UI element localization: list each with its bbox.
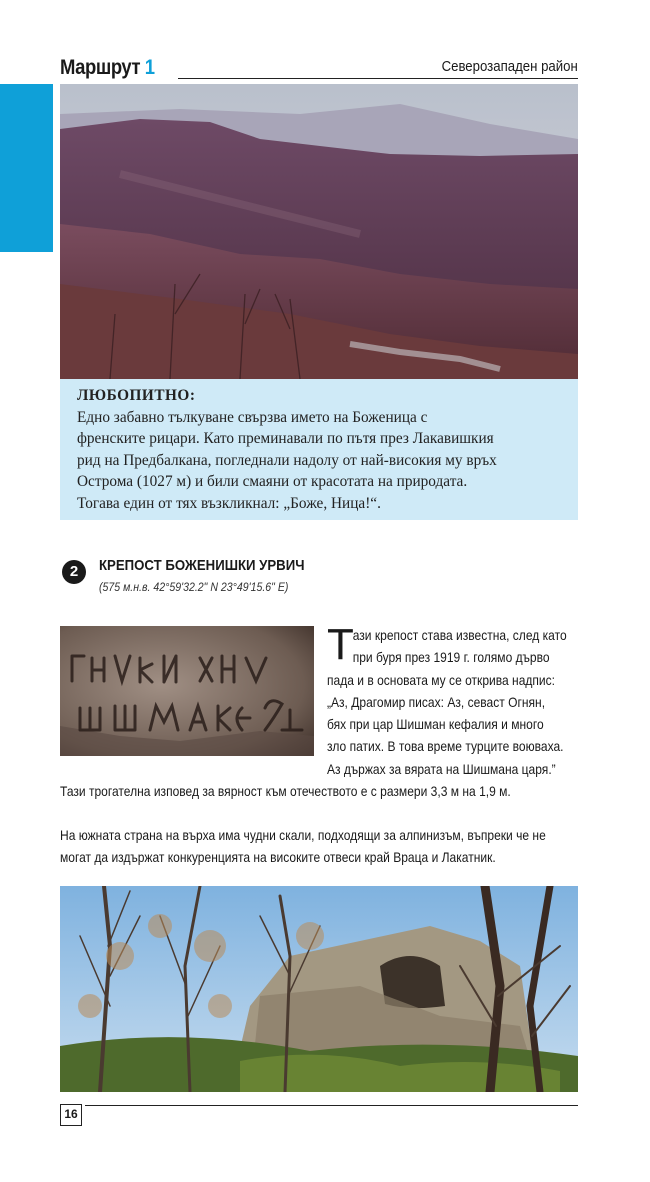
info-box-line: френските рицари. Като преминавали по пътя през Лакавишкия [77,430,494,447]
header-rule [178,78,578,79]
info-box-line: рид на Предбалкана, погледнали надолу от най-високия му връх [77,451,497,469]
section-number-badge: 2 [62,560,86,584]
body-text-full-line [60,780,580,802]
stone-inscription-photo [60,626,314,756]
route-title [60,56,155,80]
info-box-line: Тогава един от тях възкликнал: „Боже, Ница!“. [77,494,381,512]
body-text-wrapped [327,620,579,780]
footer-rule [85,1105,578,1106]
info-box-title: ЛЮБОПИТНО: [77,387,196,404]
body-line: ази крепост става известна, след като [352,627,567,643]
body-line: бях при цар Шишман кефалия и много [327,716,544,733]
route-number: 1 [144,56,155,79]
body-paragraph-2 [60,824,580,869]
section-coordinates: (575 м.н.в. 42°59'32.2" N 23°49'15.6" E) [99,580,289,594]
body-line: пада и в основата му се открива надпис: [327,671,556,688]
body-line: Аз държах за вярата на Шишмана царя.” [327,760,556,777]
body-line: Тази трогателна изповед за вярност към отечеството е с размери 3,3 м на 1,9 м. [60,783,511,799]
curious-fact-box [60,379,578,520]
info-box-line: Острома (1027 м) и били смаяни от красотата на природата. [77,473,468,490]
drop-cap: Т [327,620,354,669]
route-label: Маршрут [60,56,141,79]
rocks-and-trees-photo [60,886,578,1092]
chapter-color-tab [0,84,53,252]
section-title: КРЕПОСТ БОЖЕНИШКИ УРВИЧ [99,557,305,574]
body-line: при буря през 1919 г. голямо дърво [352,649,550,666]
info-box-line: Едно забавно тълкуване свързва името на Боженица с [77,408,428,426]
region-name: Северозападен район [441,58,578,75]
body-line: зло патих. В това време турците воюваха. [327,738,564,755]
body-line: „Аз, Драгомир писах: Аз, севаст Огнян, [327,693,546,710]
body-line: могат да издържат конкуренцията на високите отвеси край Враца и Лакатник. [60,849,496,866]
body-line: На южната страна на върха има чудни скали, подходящи за алпинизъм, въпреки че не [60,827,546,843]
mountain-landscape-photo [60,84,578,379]
page-number: 16 [60,1104,82,1126]
